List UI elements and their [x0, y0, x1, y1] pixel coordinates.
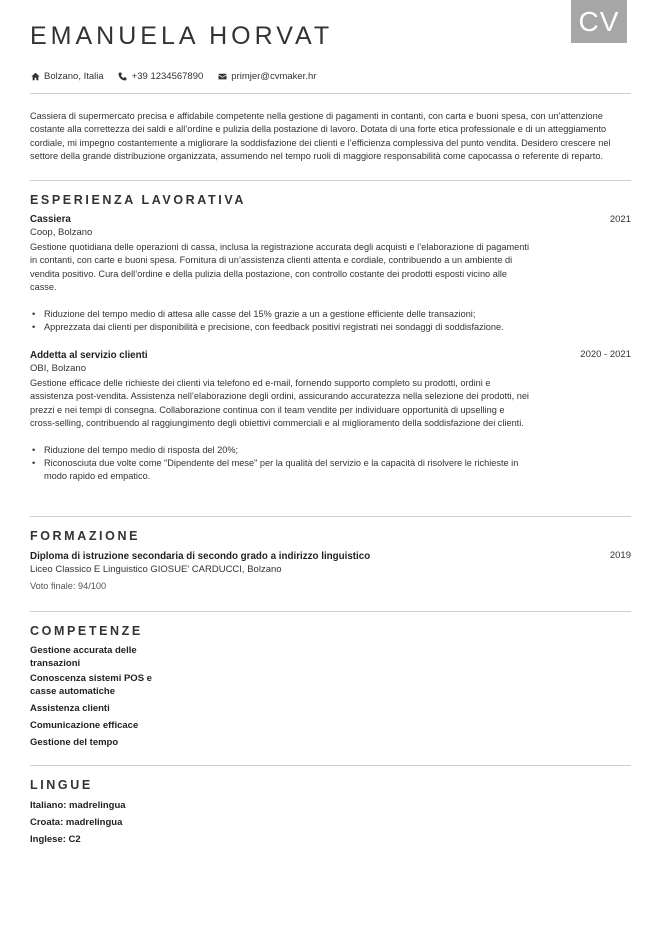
degree-title: Diploma di istruzione secondaria di secondo grado a indirizzo linguistico — [30, 551, 371, 562]
job-employer: OBI, Bolzano — [30, 363, 86, 374]
skills-section-title: COMPETENZE — [30, 624, 143, 638]
job-employer: Coop, Bolzano — [30, 227, 93, 238]
skill-item: Comunicazione efficace — [30, 720, 139, 731]
location-text: Bolzano, Italia — [44, 71, 104, 82]
phone-icon — [118, 72, 128, 82]
contact-phone[interactable] — [118, 71, 204, 82]
job-entry — [30, 214, 530, 334]
language-item: Inglese: C2 — [30, 834, 81, 845]
achievement-item: • Riconosciuta due volte come "Dipendente del mese" per la qualità del servizio e la capacità di risolvere le richieste in modo rapido ed empatico. — [30, 457, 530, 484]
school-name: Liceo Classico E Linguistico GIOSUE' CARDUCCI, Bolzano — [30, 564, 282, 575]
language-item: Italiano: madrelingua — [30, 800, 126, 811]
skill-item: Assistenza clienti — [30, 703, 110, 714]
divider — [30, 765, 631, 766]
language-item: Croata: madrelingua — [30, 817, 123, 828]
skill-item: Gestione accurata delle transazioni — [30, 645, 137, 669]
divider — [30, 611, 631, 612]
email-text[interactable]: primjer@cvmaker.hr — [231, 71, 317, 82]
job-date: 2020 - 2021 — [580, 349, 631, 360]
candidate-name: EMANUELA HORVAT — [30, 22, 334, 50]
divider — [30, 93, 631, 94]
job-description: Gestione quotidiana delle operazioni di cassa, inclusa la registrazione accurata degli acquisti e l’elaborazione di pagamenti in contanti, con carte e buoni spesa. Fornitura di un’assistenza clienti attenta e cordiale, contribuendo a un ambiente di vendita positivo. Cura dell’ordine e della pulizia della postazione, con controllo costante dei prodotti esposti vicino alle casse. — [30, 242, 529, 293]
job-title: Cassiera — [30, 214, 71, 225]
profile-summary: Cassiera di supermercato precisa e affidabile competente nella gestione di pagamenti in contanti, con carta e buoni spesa, con un’attenzione costante alla correttezza dei saldi e all’ordine e pulizia della postazione di lavoro. Dotata di una forte etica professionale e di un atteggiamento cordiale, mi impegno costantemente a migliorare la soddisfazione dei clienti e l’efficienza complessiva del punto vendita. Desidero crescere nel settore della grande distribuzione organizzata, assumendo nel tempo ruoli di maggiore responsabilità come capocassa o referente di reparto. — [30, 111, 611, 162]
job-title: Addetta al servizio clienti — [30, 350, 148, 361]
home-icon — [30, 72, 40, 82]
skill-item: Gestione del tempo — [30, 737, 119, 748]
achievement-item: • Riduzione del tempo medio di risposta del 20%; — [30, 444, 530, 457]
job-description: Gestione efficace delle richieste dei clienti via telefono ed e-mail, fornendo supporto completo su prodotti, ordini e assistenza post-vendita. Assistenza nell’elaborazione degli ordini, assicurando accuratezza nella selezione dei prodotti, nei prezzi e nei tempi di consegna. Collaborazione continua con il team vendite per individuare opportunità di upselling e cross-selling, contribuendo al raggiungimento degli obiettivi commerciali e al miglioramento della soddisfazione dei clienti. — [30, 378, 529, 429]
job-achievements — [30, 308, 530, 335]
phone-text[interactable]: +39 1234567890 — [131, 71, 204, 82]
education-date: 2019 — [609, 550, 631, 561]
final-grade: Voto finale: 94/100 — [30, 581, 107, 591]
cv-badge: CV — [571, 0, 627, 43]
divider — [30, 180, 631, 181]
experience-section-title: ESPERIENZA LAVORATIVA — [30, 193, 246, 207]
achievement-item: • Apprezzata dai clienti per disponibilità e precisione, con feedback positivi registrati nei sondaggi di soddisfazione. — [30, 321, 530, 334]
contact-bar — [30, 71, 316, 82]
divider — [30, 516, 631, 517]
languages-section-title: LINGUE — [30, 778, 93, 792]
achievement-item: • Riduzione del tempo medio di attesa alle casse del 15% grazie a un a gestione efficiente delle transazioni; — [30, 308, 530, 321]
job-date: 2021 — [609, 214, 631, 225]
education-entry — [30, 551, 590, 591]
education-section-title: FORMAZIONE — [30, 529, 141, 543]
envelope-icon — [217, 72, 227, 82]
skill-item: Conoscenza sistemi POS e casse automatiche — [30, 673, 152, 697]
job-entry — [30, 350, 530, 484]
contact-email[interactable] — [217, 71, 316, 82]
contact-location — [30, 71, 104, 82]
job-achievements — [30, 444, 530, 484]
